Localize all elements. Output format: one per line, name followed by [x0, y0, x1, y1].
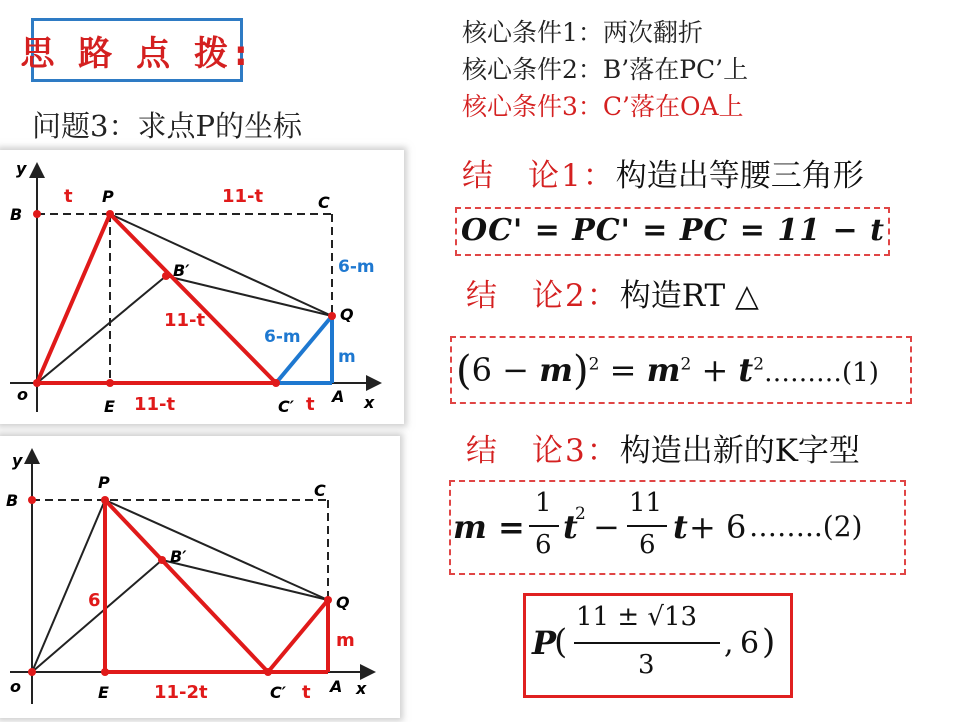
- origin-label: o: [10, 677, 21, 696]
- red-triangle: [37, 214, 276, 383]
- answer: P ( 11 ± √13 3 , 6 ): [532, 602, 776, 680]
- x-axis-label: x: [364, 393, 375, 412]
- label-ec1: 11-2t: [154, 682, 208, 703]
- figure-top: [0, 150, 404, 424]
- equation-1: OC' = PC' = PC = 11 − t: [461, 213, 885, 248]
- figure-bottom: [0, 436, 400, 718]
- line-b1q: [162, 560, 328, 600]
- conclusion-1-label: 结 论1：: [462, 158, 616, 194]
- label-b1c1: 11-t: [164, 310, 206, 331]
- origin-label: o: [17, 385, 28, 404]
- equation-3-tail: ……..(2): [749, 510, 863, 543]
- point-c-label: C: [314, 481, 326, 500]
- point-c1-label: C′: [278, 397, 294, 416]
- condition-3: 核心条件3：C’落在OA上: [462, 92, 744, 121]
- point-b1-label: B′: [173, 261, 190, 280]
- slide-title: 思 路 点 拨:: [20, 33, 254, 74]
- line-ob1: [32, 560, 162, 672]
- point-q-label: Q: [340, 305, 354, 324]
- conclusion-2-text: 构造RT △: [619, 278, 759, 314]
- label-c1q: 6-m: [264, 327, 301, 347]
- equation-3-box: [449, 480, 906, 575]
- label-m: m: [336, 630, 355, 651]
- y-axis-label: y: [12, 451, 23, 470]
- equation-3: m = 1 6 t 2 − 11 6 t + 6 ……..(2): [453, 488, 863, 560]
- point-e-label: E: [104, 397, 115, 416]
- line-op: [32, 500, 105, 672]
- y-axis-label: y: [16, 159, 27, 178]
- point-a-label: A: [330, 677, 343, 696]
- line-pq: [110, 214, 332, 316]
- equation-2-box: [450, 336, 912, 404]
- answer-denominator: 3: [638, 650, 655, 680]
- question-text: 问题3：求点P的坐标: [32, 109, 302, 143]
- conclusion-3: [466, 425, 860, 470]
- answer-box: [523, 593, 793, 698]
- point-b-label: B: [10, 205, 23, 224]
- conclusion-2-label: 结 论2：: [466, 278, 620, 314]
- equation-1-box: [455, 207, 890, 256]
- conclusion-1: [462, 150, 864, 195]
- label-t-top: t: [64, 186, 73, 207]
- line-ob1: [37, 276, 166, 383]
- label-oc1: 11-t: [134, 394, 176, 415]
- answer-numerator: 11 ± √13: [576, 602, 698, 632]
- point-p-label: P: [98, 473, 110, 492]
- point-e-label: E: [98, 683, 109, 702]
- label-cq: 6-m: [338, 257, 375, 277]
- point-c-label: C: [318, 193, 330, 212]
- point-c1-label: C′: [270, 683, 286, 702]
- label-pc: 11-t: [222, 186, 264, 207]
- line-pq: [105, 500, 328, 600]
- answer-y: 6: [740, 626, 760, 661]
- conclusion-1-text: 构造出等腰三角形: [615, 158, 864, 194]
- red-c1q: [268, 600, 328, 672]
- label-t-bottom: t: [302, 682, 311, 703]
- equation-2-tail: ………(1): [764, 358, 879, 388]
- equation-2: $(6 - m)^2 = m^2$ + $t^2\dots\dots\dots(1)$: [456, 348, 879, 394]
- condition-2: 核心条件2：B’落在PC’上: [462, 55, 749, 84]
- title-box: [20, 18, 254, 82]
- figure-bottom-svg: [0, 436, 400, 718]
- point-b-label: B: [6, 491, 19, 510]
- conclusion-3-label: 结 论3：: [466, 433, 620, 469]
- point-a-label: A: [332, 387, 345, 406]
- x-axis-label: x: [356, 679, 367, 698]
- point-q-label: Q: [336, 593, 350, 612]
- figure-top-svg: [0, 150, 404, 424]
- point-b1-label: B′: [170, 547, 187, 566]
- label-m: m: [338, 347, 356, 367]
- label-t-bottom: t: [306, 394, 315, 415]
- red-pc1: [105, 500, 268, 672]
- label-pe: 6: [88, 590, 101, 611]
- conclusion-2: [466, 270, 759, 315]
- point-p-label: P: [102, 187, 114, 206]
- conclusion-3-text: 构造出新的K字型: [619, 433, 860, 469]
- condition-1: 核心条件1：两次翻折: [462, 18, 703, 47]
